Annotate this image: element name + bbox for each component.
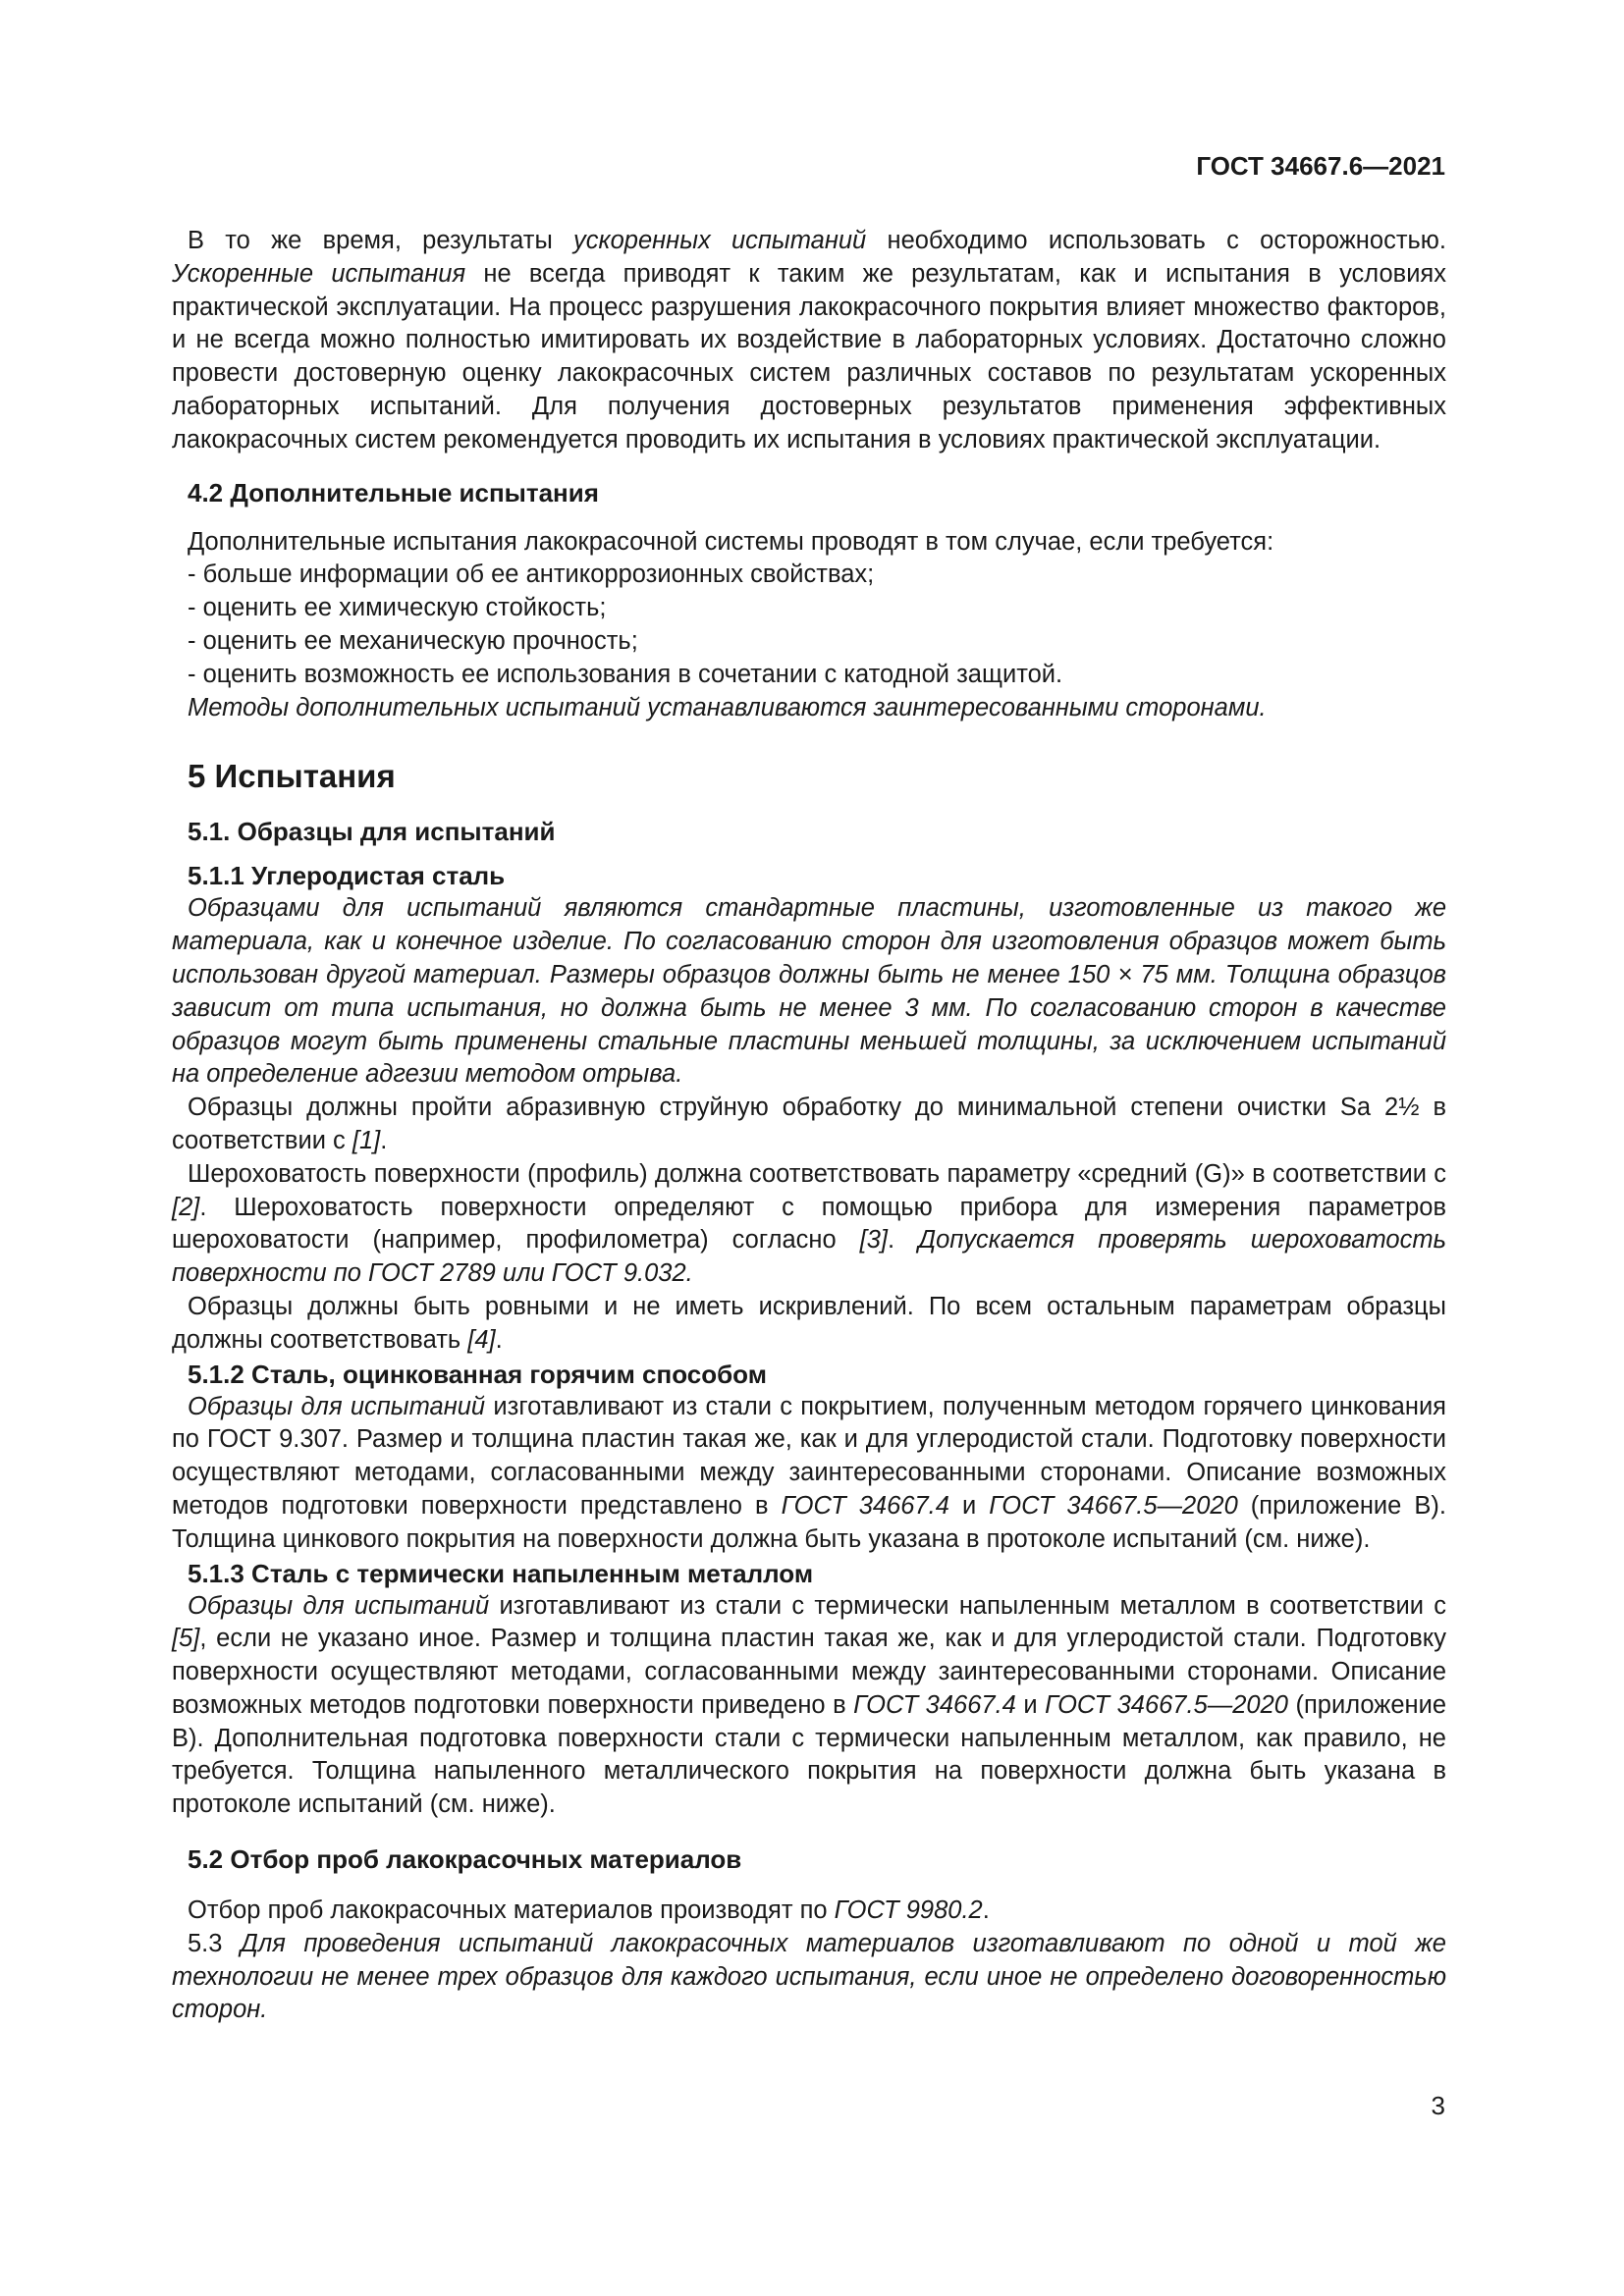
reference: ГОСТ 34667.4: [853, 1690, 1016, 1719]
italic-term: Образцы для испытаний: [188, 1392, 486, 1420]
paragraph-5-1-2: [172, 1391, 1446, 1557]
text-run: .: [982, 1896, 990, 1925]
reference: ГОСТ 34667.5—2020: [989, 1491, 1238, 1520]
heading-5-1-3: 5.1.3 Сталь с термически напыленным металлом: [188, 1558, 814, 1588]
paragraph-4-2-lead: Дополнительные испытания лакокрасочной системы проводят в том случае, если требуется:: [188, 527, 1274, 556]
text-run: и: [948, 1491, 990, 1520]
heading-5-1-1: 5.1.1 Углеродистая сталь: [188, 861, 506, 891]
heading-4-2: 4.2 Дополнительные испытания: [188, 477, 599, 507]
page-number: 3: [1431, 2091, 1445, 2120]
text-run: .: [888, 1226, 919, 1255]
reference: ГОСТ 34667.4: [781, 1491, 949, 1520]
text-run: В то же время, результаты: [188, 227, 574, 254]
paragraph-5-2: [172, 1895, 1446, 1928]
paragraph-5-1-1-blast: [172, 1092, 1446, 1158]
reference: [2]: [172, 1193, 200, 1221]
document-code: ГОСТ 34667.6—2021: [1196, 151, 1445, 181]
text-run: и: [1015, 1690, 1046, 1719]
italic-term: ускоренных испытаний: [573, 227, 867, 254]
paragraph-5-1-1-flatness: [172, 1291, 1446, 1358]
heading-5-1: 5.1. Образцы для испытаний: [188, 817, 556, 847]
text-run: Образцы должны быть ровными и не иметь искривлений. По всем остальным параметрам образцы должны соответствовать: [172, 1292, 1446, 1354]
paragraph-4-2-note: [172, 692, 1446, 725]
heading-5-1-2: 5.1.2 Сталь, оцинкованная горячим способом: [188, 1359, 767, 1389]
reference: ГОСТ 34667.5—2020: [1045, 1690, 1288, 1719]
text-run: .: [380, 1126, 388, 1154]
italic-term: Образцы для испытаний: [188, 1591, 490, 1620]
italic-note: Методы дополнительных испытаний устанавливаются заинтересованными сторонами.: [188, 693, 1267, 721]
reference: [3]: [859, 1226, 889, 1255]
text-run: Образцы должны пройти абразивную струйную обработку до минимальной степени очистки Sa 2½ в соответствии с: [172, 1094, 1446, 1154]
text-run: не всегда приводят к таким же результатам, как и испытания в условиях практической эксплуатации. На процесс разрушения лакокрасочного покрытия влияет множество факторов, и не всегда можно полностью имитировать их воздействие в лабораторных условиях. Достаточно сложно провести достоверную оценку лакокрасочных систем различных составов по результатам ускоренных лабораторных испытаний. Для получения достоверных результатов применения эффективных лакокрасочных систем рекомендуется проводить их испытания в условиях практической эксплуатации.: [172, 259, 1446, 454]
italic-text: Для проведения испытаний лакокрасочных материалов изготавливают по одной и той же технологии не менее трех образцов для каждого испытания, если иное не определено договоренностью сторон.: [172, 1929, 1446, 2024]
reference: [4]: [467, 1325, 496, 1354]
reference: ГОСТ 9980.2: [834, 1896, 983, 1925]
reference: [5]: [172, 1625, 200, 1653]
text-run: .: [495, 1325, 503, 1354]
paragraph-intro: [172, 225, 1446, 457]
paragraph-5-1-1-roughness: [172, 1158, 1446, 1291]
paragraph-5-1-3: [172, 1590, 1446, 1823]
italic-text: Допускается проверять шероховатость поверхности по ГОСТ 2789 или ГОСТ 9.032.: [172, 1226, 1446, 1288]
document-body: [172, 225, 1446, 2027]
paragraph-5-1-1-spec: [172, 892, 1446, 1092]
text-run: необходимо использовать с осторожностью.: [866, 227, 1446, 254]
italic-term: Ускоренные испытания: [172, 259, 466, 288]
reference: [1]: [352, 1126, 381, 1154]
text-run: Отбор проб лакокрасочных материалов производят по: [188, 1896, 835, 1925]
italic-text: Образцами для испытаний являются стандартные пластины, изготовленные из такого же материала, как и конечное изделие. По согласованию сторон для изготовления образцов может быть использован другой материал. Размеры образцов должны быть не менее 150 × 75 мм. Толщина образцов зависит от типа испытания, но должна быть не менее 3 мм. По согласованию сторон в качестве образцов могут быть применены стальные пластины меньшей толщины, за исключением испытаний на определение адгезии методом отрыва.: [172, 894, 1446, 1089]
text-run: изготавливают из стали с покрытием, полученным методом горячего цинкования по ГОСТ 9.307. Размер и толщина пластин такая же, как и для углеродистой стали. Подготовку поверхности осуществляют методами, согласованными между заинтересованными сторонами. Описание возможных методов подготовки поверхности представлено в: [172, 1392, 1446, 1520]
text-run: (приложение В). Толщина цинкового покрытия на поверхности должна быть указана в протоколе испытаний (см. ниже).: [172, 1491, 1446, 1553]
clause-number: 5.3: [188, 1929, 241, 1957]
list-item: - больше информации об ее антикоррозионных свойствах;: [188, 561, 875, 589]
list-item: - оценить возможность ее использования в сочетании с катодной защитой.: [188, 660, 1063, 688]
list-item: - оценить ее механическую прочность;: [188, 626, 638, 655]
text-run: . Шероховатость поверхности определяют с помощью прибора для измерения параметров шероховатости (например, профилометра) согласно: [172, 1193, 1446, 1255]
text-run: (приложение В). Дополнительная подготовка поверхности стали с термически напыленным металлом, как правило, не требуется. Толщина напыленного металлического покрытия на поверхности должна быть указана в протоколе испытаний (см. ниже).: [172, 1690, 1447, 1819]
text-run: , если не указано иное. Размер и толщина пластин такая же, как и для углеродистой стали. Подготовку поверхности осуществляют методами, согласованными между заинтересованными сторонами. Описание возможных методов подготовки поверхности приведено в: [172, 1625, 1446, 1719]
text-run: Шероховатость поверхности (профиль) должна соответствовать параметру «средний (G)» в соответствии с: [188, 1159, 1446, 1188]
heading-5-2: 5.2 Отбор проб лакокрасочных материалов: [188, 1844, 742, 1875]
heading-5: 5 Испытания: [188, 758, 396, 795]
list-item: - оценить ее химическую стойкость;: [188, 594, 607, 622]
text-run: изготавливают из стали с термически напыленным металлом в соответствии с: [489, 1591, 1446, 1620]
paragraph-5-3: [172, 1928, 1446, 2027]
